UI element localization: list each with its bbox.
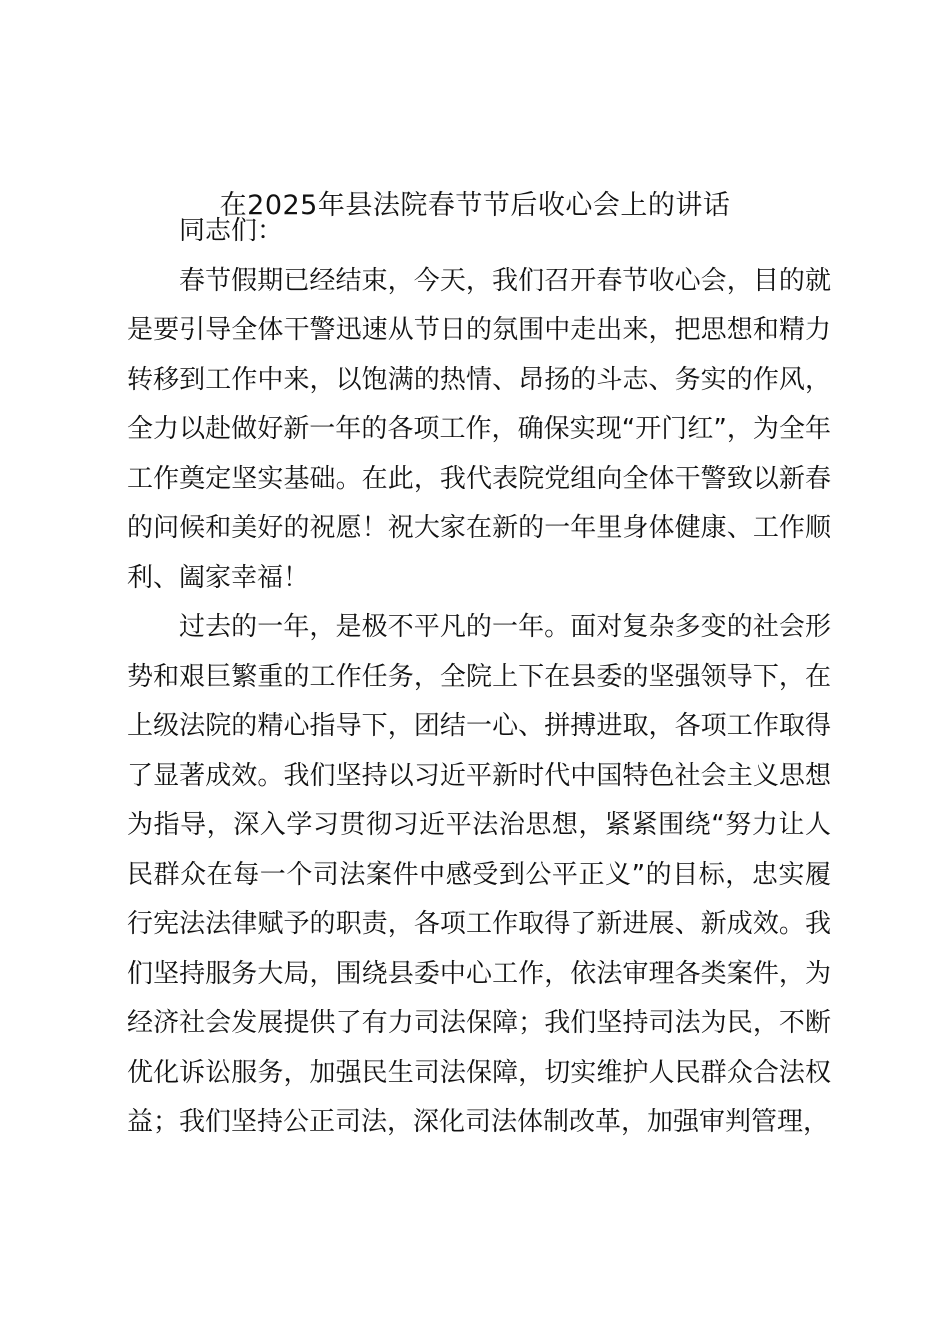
salutation: 同志们： (179, 216, 284, 246)
document-title: 在2025年县法院春节节后收心会上的讲话 (219, 190, 731, 221)
document-body (127, 207, 831, 1148)
paragraph-1: 春节假期已经结束，今天，我们召开春节收心会，目的就是要引导全体干警迅速从节日的氛围中走出来，把思想和精力转移到工作中来，以饱满的热情、昂扬的斗志、务实的作风，全力以赴做好新一年的各项工作，确保实现“开门红”，为全年工作奠定坚实基础。在此，我代表院党组向全体干警致以新春的问候和美好的祝愿！祝大家在新的一年里身体健康、工作顺利、阖家幸福！ (127, 265, 831, 593)
paragraph-2: 过去的一年，是极不平凡的一年。面对复杂多变的社会形势和艰巨繁重的工作任务，全院上下在县委的坚强领导下，在上级法院的精心指导下，团结一心、拼搏进取，各项工作取得了显著成效。我们坚持以习近平新时代中国特色社会主义思想为指导，深入学习贯彻习近平法治思想，紧紧围绕“努力让人民群众在每一个司法案件中感受到公平正义”的目标，忠实履行宪法法律赋予的职责，各项工作取得了新进展、新成效。我们坚持服务大局，围绕县委中心工作，依法审理各类案件，为经济社会发展提供了有力司法保障；我们坚持司法为民，不断优化诉讼服务，加强民生司法保障，切实维护人民群众合法权益；我们坚持公正司法，深化司法体制改革，加强审判管理， (127, 612, 831, 1137)
